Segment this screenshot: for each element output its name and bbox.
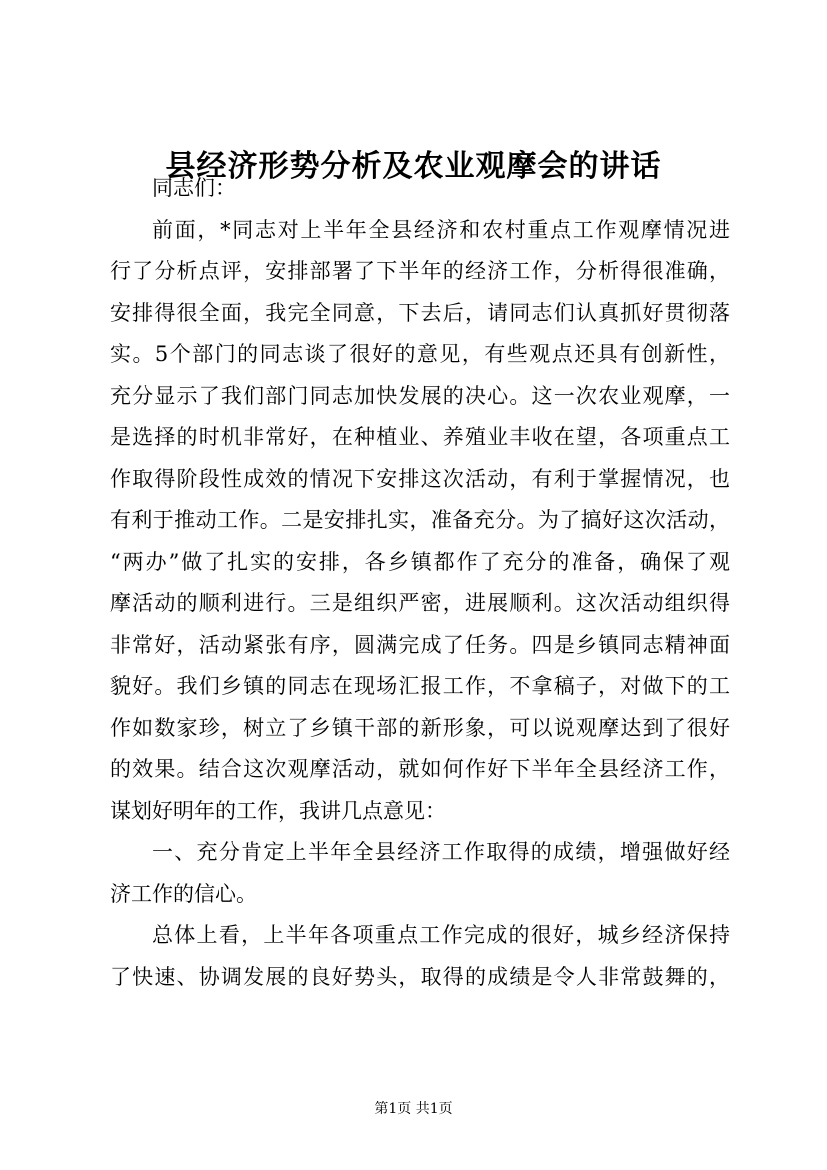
paragraph-line: 了快速、协调发展的良好势头，取得的成绩是令人非常鼓舞的，: [110, 964, 730, 989]
page-number-footer: 第1页 共1页: [374, 1101, 453, 1117]
paragraph-line: 安排得很全面，我完全同意，下去后，请同志们认真抓好贯彻落: [110, 300, 730, 325]
paragraph-line: 前面，*同志对上半年全县经济和农村重点工作观摩情况进: [152, 217, 730, 242]
paragraph-line: 谋划好明年的工作，我讲几点意见：: [110, 798, 446, 823]
paragraph-line: 非常好，活动紧张有序，圆满完成了任务。四是乡镇同志精神面: [110, 632, 730, 657]
paragraph-line: 的效果。结合这次观摩活动，就如何作好下半年全县经济工作，: [110, 757, 730, 781]
paragraph-line: 作如数家珍，树立了乡镇干部的新形象，可以说观摩达到了很好: [110, 715, 730, 740]
section-heading-line: 一、充分肯定上半年全县经济工作取得的成绩，增强做好经: [152, 840, 730, 864]
paragraph-line: 作取得阶段性成效的情况下安排这次活动，有利于掌握情况，也: [110, 466, 730, 491]
paragraph-line: “两办”做了扎实的安排，各乡镇都作了充分的准备，确保了观: [110, 549, 730, 574]
paragraph-line: 充分显示了我们部门同志加快发展的决心。这一次农业观摩，一: [110, 383, 730, 408]
document-title: 县经济形势分析及农业观摩会的讲话: [165, 149, 662, 184]
paragraph-line: 有利于推动工作。二是安排扎实，准备充分。为了搞好这次活动，: [110, 508, 730, 532]
paragraph-line: 是选择的时机非常好，在种植业、养殖业丰收在望，各项重点工: [110, 425, 730, 449]
section-heading-line: 济工作的信心。: [110, 881, 257, 906]
paragraph-line: 实。5个部门的同志谈了很好的意见，有些观点还具有创新性，: [110, 342, 730, 366]
paragraph-line: 行了分析点评，安排部署了下半年的经济工作，分析得很准确，: [110, 259, 730, 283]
document-body: [110, 168, 730, 998]
salutation-line: 同志们：: [152, 176, 236, 200]
paragraph-line: 貌好。我们乡镇的同志在现场汇报工作，不拿稿子，对做下的工: [110, 674, 730, 698]
paragraph-line: 总体上看，上半年各项重点工作完成的很好，城乡经济保持: [152, 923, 730, 947]
paragraph-line: 摩活动的顺利进行。三是组织严密，进展顺利。这次活动组织得: [110, 591, 730, 615]
